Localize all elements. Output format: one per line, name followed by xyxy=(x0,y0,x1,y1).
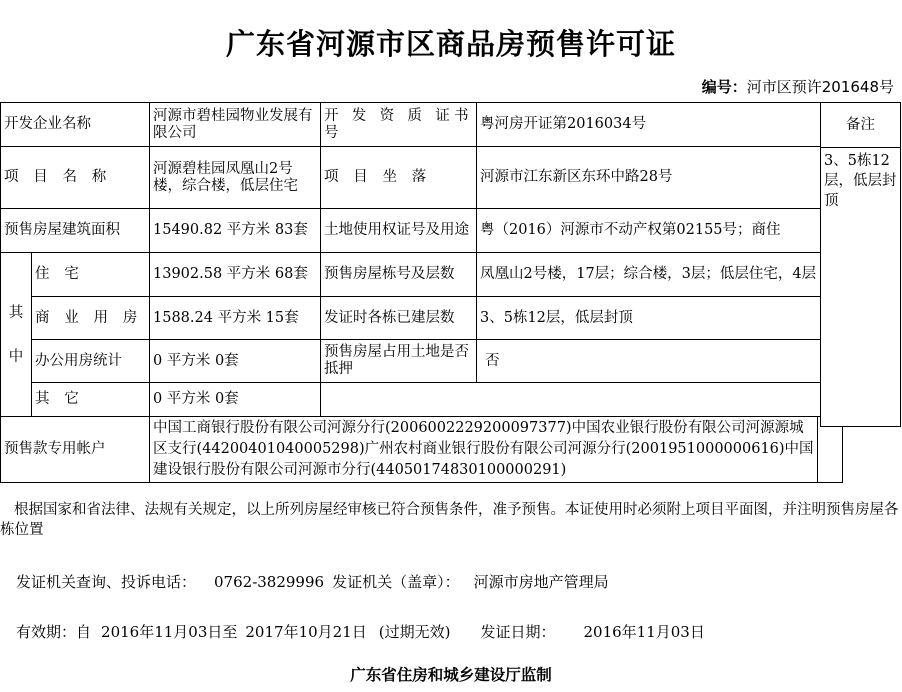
office-value: 0 平方米 0套 xyxy=(150,340,321,383)
issuer-label: 发证机关（盖章）： xyxy=(332,573,460,591)
validity-note: (过期无效) xyxy=(378,623,451,641)
qualification-value: 粤河房开证第2016034号 xyxy=(477,103,843,147)
office-label: 办公用房统计 xyxy=(32,340,150,383)
table-row xyxy=(1,103,843,147)
land-label: 土地使用权证号及用途 xyxy=(321,209,477,253)
area-label: 预售房屋建筑面积 xyxy=(1,209,150,253)
remark-value: 3、5栋12层，低层封顶 xyxy=(824,153,897,209)
number-label: 编号： xyxy=(701,78,747,96)
statement-text: 根据国家和省法律、法规有关规定，以上所列房屋经审核已符合预售条件，准予预售。本证使用时必须附上项目平面图，并注明预售房屋各栋位置 xyxy=(0,502,899,538)
remark-label: 备注 xyxy=(821,103,900,148)
project-value: 河源碧桂园凤凰山2号楼，综合楼，低层住宅 xyxy=(150,147,321,209)
issuer-name: 河源市房地产管理局 xyxy=(473,573,609,591)
validity-prefix: 自 xyxy=(76,623,92,641)
mortgage-label: 预售房屋占用土地是否抵押 xyxy=(321,340,477,383)
residential-label: 住 宅 xyxy=(32,253,150,297)
issue-date: 2016年11月03日 xyxy=(583,623,705,641)
table-row xyxy=(1,209,843,253)
building-label: 预售房屋栋号及层数 xyxy=(321,253,477,297)
commercial-label: 商 业 用 房 xyxy=(32,297,150,340)
certificate-number xyxy=(702,76,894,97)
validity-start: 2016年11月03日至 xyxy=(101,623,238,641)
residential-value: 13902.58 平方米 68套 xyxy=(150,253,321,297)
location-label: 项 目 坐 落 xyxy=(321,147,477,209)
qualification-label: 开 发 资 质 证书 号 xyxy=(321,103,477,147)
contact-line xyxy=(16,571,609,592)
built-value: 3、5栋12层，低层封顶 xyxy=(477,297,843,340)
table-row xyxy=(1,417,843,483)
table-row xyxy=(1,297,843,340)
issue-date-label: 发证日期： xyxy=(480,623,556,641)
developer-label: 开发企业名称 xyxy=(1,103,150,147)
developer-value: 河源市碧桂园物业发展有限公司 xyxy=(150,103,321,147)
phone-number: 0762-3829996 xyxy=(214,573,325,591)
other-value: 0 平方米 0套 xyxy=(150,383,321,417)
mortgage-value: 否 xyxy=(477,340,843,383)
built-label: 发证时各栋已建层数 xyxy=(321,297,477,340)
remark-column xyxy=(820,102,901,427)
table-row xyxy=(1,253,843,297)
certificate-title: 广东省河源市区商品房预售许可证 xyxy=(225,27,676,61)
area-value: 15490.82 平方米 83套 xyxy=(150,209,321,253)
account-label: 预售款专用帐户 xyxy=(1,417,150,483)
account-value: 中国工商银行股份有限公司河源分行(2006002229200097377)中国农业银行股份有限公司河源源城区支行(44200401040005298)广州农村商业银行股份有限公司河源分行(2001951000000616)中国建设银行股份有限公司河源市分行(44050174830100000291) xyxy=(150,417,818,483)
validity-label: 有效期： xyxy=(16,623,77,641)
commercial-value: 1588.24 平方米 15套 xyxy=(150,297,321,340)
table-row xyxy=(1,383,843,417)
validity-end: 2017年10月21日 xyxy=(245,623,367,641)
table-row xyxy=(1,147,843,209)
building-value: 凤凰山2号楼，17层；综合楼，3层；低层住宅，4层 xyxy=(477,253,843,297)
table-row xyxy=(1,340,843,383)
footer-supervisor: 广东省住房和城乡建设厅监制 xyxy=(350,666,552,684)
land-value: 粤（2016）河源市不动产权第02155号；商住 xyxy=(477,209,843,253)
location-value: 河源市江东新区东环中路28号 xyxy=(477,147,843,209)
empty-cell xyxy=(321,383,843,417)
number-value: 河市区预许201648号 xyxy=(746,78,894,96)
phone-label: 发证机关查询、投诉电话： xyxy=(16,573,197,591)
of-which-label: 其中 xyxy=(1,253,32,417)
validity-line xyxy=(16,621,705,642)
other-label: 其 它 xyxy=(32,383,150,417)
permit-table xyxy=(0,102,843,483)
project-label: 项 目 名 称 xyxy=(1,147,150,209)
